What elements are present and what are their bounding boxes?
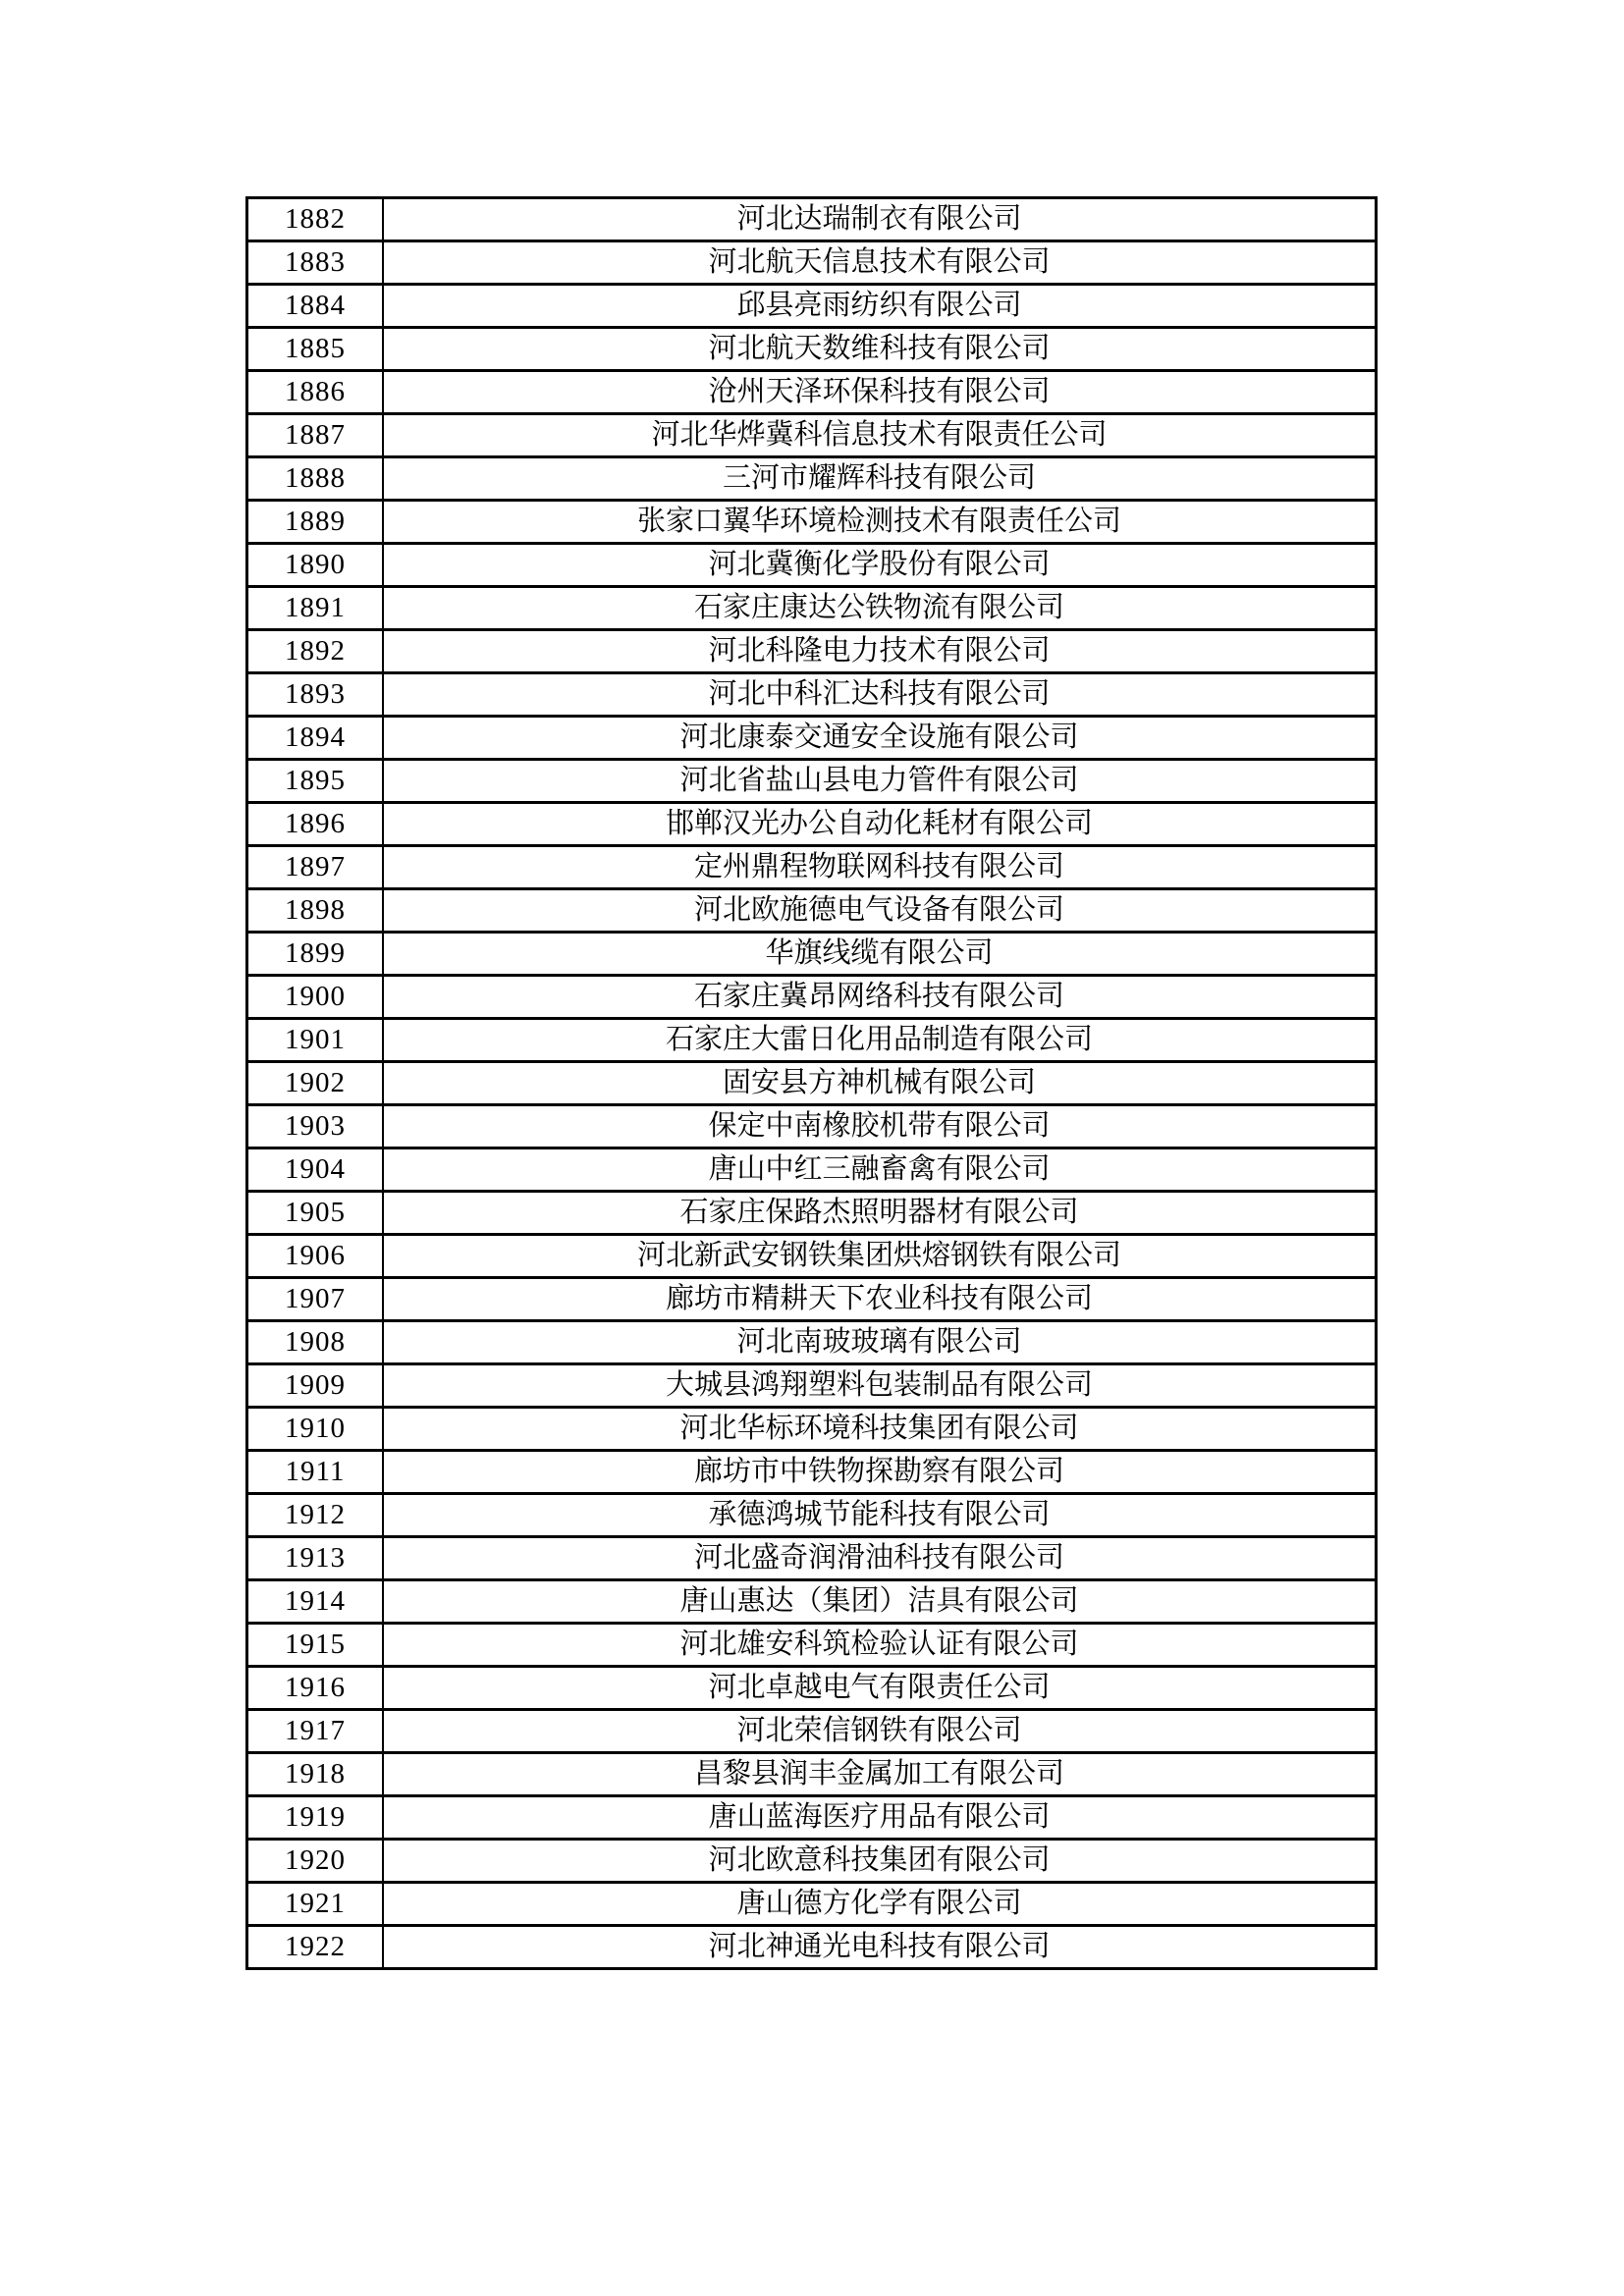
company-name: 邱县亮雨纺织有限公司 — [383, 285, 1377, 328]
table-row — [247, 717, 1377, 760]
company-name: 河北冀衡化学股份有限公司 — [383, 544, 1377, 587]
company-name: 河北康泰交通安全设施有限公司 — [383, 717, 1377, 760]
table-row — [247, 889, 1377, 933]
row-number: 1885 — [247, 328, 384, 371]
row-number: 1888 — [247, 457, 384, 501]
company-name: 唐山中红三融畜禽有限公司 — [383, 1148, 1377, 1192]
table-row — [247, 1710, 1377, 1753]
table-row — [247, 1192, 1377, 1235]
company-name: 石家庄大雷日化用品制造有限公司 — [383, 1019, 1377, 1062]
company-name: 河北航天信息技术有限公司 — [383, 241, 1377, 285]
company-name: 唐山惠达（集团）洁具有限公司 — [383, 1580, 1377, 1624]
table-row — [247, 1019, 1377, 1062]
row-number: 1892 — [247, 630, 384, 673]
row-number: 1882 — [247, 198, 384, 241]
row-number: 1894 — [247, 717, 384, 760]
company-name: 保定中南橡胶机带有限公司 — [383, 1105, 1377, 1148]
row-number: 1895 — [247, 760, 384, 803]
table-row — [247, 976, 1377, 1019]
table-row — [247, 1494, 1377, 1537]
row-number: 1883 — [247, 241, 384, 285]
company-name: 邯郸汉光办公自动化耗材有限公司 — [383, 803, 1377, 846]
company-name: 廊坊市精耕天下农业科技有限公司 — [383, 1278, 1377, 1321]
table-row — [247, 760, 1377, 803]
row-number: 1911 — [247, 1451, 384, 1494]
table-row — [247, 846, 1377, 889]
row-number: 1910 — [247, 1408, 384, 1451]
company-name: 河北省盐山县电力管件有限公司 — [383, 760, 1377, 803]
row-number: 1913 — [247, 1537, 384, 1580]
company-name: 石家庄康达公铁物流有限公司 — [383, 587, 1377, 630]
row-number: 1898 — [247, 889, 384, 933]
company-name: 昌黎县润丰金属加工有限公司 — [383, 1753, 1377, 1796]
company-name: 河北荣信钢铁有限公司 — [383, 1710, 1377, 1753]
company-name: 唐山蓝海医疗用品有限公司 — [383, 1796, 1377, 1840]
table-row — [247, 285, 1377, 328]
company-name: 河北卓越电气有限责任公司 — [383, 1667, 1377, 1710]
row-number: 1899 — [247, 933, 384, 976]
row-number: 1889 — [247, 501, 384, 544]
table-row — [247, 457, 1377, 501]
company-name: 河北神通光电科技有限公司 — [383, 1926, 1377, 1969]
table-row — [247, 501, 1377, 544]
table-row — [247, 1883, 1377, 1926]
row-number: 1890 — [247, 544, 384, 587]
table-row — [247, 587, 1377, 630]
row-number: 1891 — [247, 587, 384, 630]
table-row — [247, 673, 1377, 717]
company-name: 石家庄保路杰照明器材有限公司 — [383, 1192, 1377, 1235]
company-name: 河北华标环境科技集团有限公司 — [383, 1408, 1377, 1451]
table-row — [247, 1278, 1377, 1321]
table-row — [247, 1235, 1377, 1278]
company-name: 定州鼎程物联网科技有限公司 — [383, 846, 1377, 889]
table-row — [247, 1667, 1377, 1710]
row-number: 1897 — [247, 846, 384, 889]
table-row — [247, 1753, 1377, 1796]
row-number: 1887 — [247, 414, 384, 457]
row-number: 1896 — [247, 803, 384, 846]
table-row — [247, 1321, 1377, 1364]
row-number: 1918 — [247, 1753, 384, 1796]
table-row — [247, 328, 1377, 371]
table-row — [247, 1148, 1377, 1192]
table-row — [247, 1796, 1377, 1840]
row-number: 1904 — [247, 1148, 384, 1192]
table-row — [247, 1451, 1377, 1494]
row-number: 1884 — [247, 285, 384, 328]
table-row — [247, 1624, 1377, 1667]
table-row — [247, 371, 1377, 414]
row-number: 1917 — [247, 1710, 384, 1753]
company-name: 廊坊市中铁物探勘察有限公司 — [383, 1451, 1377, 1494]
table-row — [247, 1580, 1377, 1624]
company-name: 固安县方神机械有限公司 — [383, 1062, 1377, 1105]
table-row — [247, 414, 1377, 457]
company-name: 河北航天数维科技有限公司 — [383, 328, 1377, 371]
row-number: 1906 — [247, 1235, 384, 1278]
table-row — [247, 544, 1377, 587]
company-name: 张家口翼华环境检测技术有限责任公司 — [383, 501, 1377, 544]
row-number: 1903 — [247, 1105, 384, 1148]
row-number: 1921 — [247, 1883, 384, 1926]
company-table — [245, 196, 1378, 1970]
company-name: 河北达瑞制衣有限公司 — [383, 198, 1377, 241]
table-row — [247, 1105, 1377, 1148]
row-number: 1920 — [247, 1840, 384, 1883]
company-name: 河北中科汇达科技有限公司 — [383, 673, 1377, 717]
company-name: 沧州天泽环保科技有限公司 — [383, 371, 1377, 414]
row-number: 1919 — [247, 1796, 384, 1840]
company-name: 华旗线缆有限公司 — [383, 933, 1377, 976]
row-number: 1908 — [247, 1321, 384, 1364]
company-name: 唐山德方化学有限公司 — [383, 1883, 1377, 1926]
table-row — [247, 630, 1377, 673]
row-number: 1902 — [247, 1062, 384, 1105]
table-row — [247, 198, 1377, 241]
company-table-body — [247, 198, 1377, 1969]
company-name: 河北盛奇润滑油科技有限公司 — [383, 1537, 1377, 1580]
row-number: 1922 — [247, 1926, 384, 1969]
company-name: 石家庄冀昂网络科技有限公司 — [383, 976, 1377, 1019]
company-name: 河北雄安科筑检验认证有限公司 — [383, 1624, 1377, 1667]
table-row — [247, 1408, 1377, 1451]
row-number: 1912 — [247, 1494, 384, 1537]
table-row — [247, 1537, 1377, 1580]
row-number: 1900 — [247, 976, 384, 1019]
company-name: 河北欧意科技集团有限公司 — [383, 1840, 1377, 1883]
row-number: 1915 — [247, 1624, 384, 1667]
table-row — [247, 1364, 1377, 1408]
company-name: 河北新武安钢铁集团烘熔钢铁有限公司 — [383, 1235, 1377, 1278]
company-name: 河北科隆电力技术有限公司 — [383, 630, 1377, 673]
company-name: 三河市耀辉科技有限公司 — [383, 457, 1377, 501]
company-name: 承德鸿城节能科技有限公司 — [383, 1494, 1377, 1537]
row-number: 1916 — [247, 1667, 384, 1710]
table-row — [247, 1062, 1377, 1105]
company-name: 河北南玻玻璃有限公司 — [383, 1321, 1377, 1364]
row-number: 1907 — [247, 1278, 384, 1321]
row-number: 1914 — [247, 1580, 384, 1624]
table-row — [247, 241, 1377, 285]
company-name: 大城县鸿翔塑料包装制品有限公司 — [383, 1364, 1377, 1408]
table-row — [247, 803, 1377, 846]
row-number: 1905 — [247, 1192, 384, 1235]
company-name: 河北华烨冀科信息技术有限责任公司 — [383, 414, 1377, 457]
table-row — [247, 1926, 1377, 1969]
row-number: 1893 — [247, 673, 384, 717]
row-number: 1901 — [247, 1019, 384, 1062]
table-row — [247, 933, 1377, 976]
company-name: 河北欧施德电气设备有限公司 — [383, 889, 1377, 933]
table-row — [247, 1840, 1377, 1883]
row-number: 1909 — [247, 1364, 384, 1408]
row-number: 1886 — [247, 371, 384, 414]
